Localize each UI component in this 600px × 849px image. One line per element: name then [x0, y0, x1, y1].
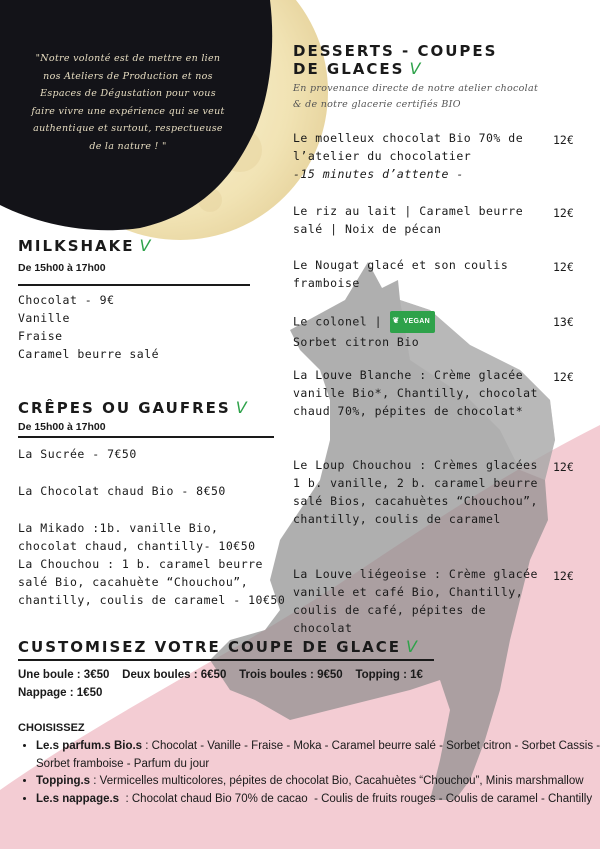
list-item: Fraise: [18, 329, 63, 343]
dessert-name: Le moelleux chocolat Bio 70% de l’atelier du chocolatier: [293, 131, 524, 163]
choose-label: CHOISISSEZ: [18, 722, 85, 734]
dessert-name: Le Loup Chouchou : Crèmes glacées 1 b. vanille, 2 b. caramel beurre salé Bios, cacahuètes “Chouchou”, chantilly, coulis de caramel: [293, 458, 538, 526]
milkshake-list: [18, 291, 258, 363]
crepes-heading: [18, 398, 249, 417]
list-item: [36, 738, 600, 773]
desserts-heading: [293, 42, 497, 78]
dessert-price: 12€: [553, 133, 574, 147]
custom-heading: [18, 637, 419, 656]
vegan-v-icon: V: [235, 398, 249, 417]
list-item: La Chouchou : 1 b. caramel beurre salé Bio, cacahuète “Chouchou”, chantilly, coulis de caramel - 10€50: [18, 557, 286, 607]
list-item: [36, 773, 600, 791]
dessert-price: 12€: [553, 260, 574, 274]
dessert-name: La Louve Blanche : Crème glacée vanille Bio*, Chantilly, chocolat chaud 70%, pépites de chocolat*: [293, 368, 538, 418]
list-item: Chocolat - 9€: [18, 293, 115, 307]
option-label: Le.s nappage.s: [36, 792, 120, 805]
dessert-note: -15 minutes d’attente -: [293, 167, 464, 181]
crepes-divider: [18, 436, 274, 438]
dessert-price: 13€: [553, 315, 574, 329]
milkshake-title: MILKSHAKE: [18, 237, 135, 255]
list-item: Caramel beurre salé: [18, 347, 160, 361]
dessert-price: 12€: [553, 569, 574, 583]
desserts-title-line1: DESSERTS - COUPES: [293, 42, 498, 60]
option-text: : Chocolat chaud Bio 70% de cacao - Coulis de fruits rouges - Coulis de caramel - Chantilly: [119, 792, 593, 805]
option-label: Topping.s: [36, 775, 91, 787]
dessert-name: Le riz au lait | Caramel beurre salé | Noix de pécan: [293, 204, 524, 236]
dessert-item: [293, 129, 545, 183]
option-label: Le.s parfum.s Bio.s: [36, 740, 143, 752]
dessert-price: 12€: [553, 460, 574, 474]
dessert-price: 12€: [553, 206, 574, 220]
vegan-badge: ❦ VEGAN: [390, 311, 435, 333]
leaf-icon: ❦: [392, 316, 400, 325]
dessert-name: Sorbet citron Bio: [293, 335, 420, 349]
option-text: : Chocolat - Vanille - Fraise - Moka - Caramel beurre salé - Sorbet citron - Sorbet Cassis - Sorbet framboise - Parfum du jour: [36, 740, 600, 770]
custom-divider: [18, 659, 434, 661]
list-item: La Chocolat chaud Bio - 8€50: [18, 484, 226, 498]
custom-sizes-line1: Une boule : 3€50 Deux boules : 6€50 Trois boules : 9€50 Topping : 1€: [18, 669, 423, 681]
custom-options-list: [18, 738, 600, 808]
dessert-name: La Louve liégeoise : Crème glacée vanille et café Bio, Chantilly, coulis de café, pépites de chocolat: [293, 567, 538, 635]
dessert-price: 12€: [553, 370, 574, 384]
dessert-name: Le Nougat glacé et son coulis framboise: [293, 258, 509, 290]
desserts-title-line2: DE GLACES: [293, 60, 405, 78]
list-item: La Mikado :1b. vanille Bio, chocolat chaud, chantilly- 10€50: [18, 521, 256, 553]
vegan-v-icon: V: [406, 637, 419, 656]
list-item: La Sucrée - 7€50: [18, 447, 137, 461]
vegan-v-icon: V: [139, 236, 153, 255]
custom-sizes-line2: Nappage : 1€50: [18, 687, 103, 699]
option-text: : Vermicelles multicolores, pépites de chocolat Bio, Cacahuètes “Chouchou”, Minis marshmallow: [90, 775, 584, 787]
milkshake-divider: [18, 284, 250, 286]
crepes-title: CRÊPES OU GAUFRES: [18, 399, 231, 417]
dessert-name: Le colonel |: [293, 314, 383, 329]
crepes-hours: De 15h00 à 17h00: [18, 421, 106, 433]
custom-title: CUSTOMISEZ VOTRE COUPE DE GLACE: [18, 638, 402, 656]
milkshake-hours: De 15h00 à 17h00: [18, 262, 106, 274]
list-item: Vanille: [18, 311, 70, 325]
milkshake-heading: [18, 236, 152, 255]
dessert-item: [293, 311, 533, 351]
vegan-v-icon: V: [409, 59, 423, 78]
quote-text: "Notre volonté est de mettre en lien nos Ateliers de Production et nos Espaces de Dégustation pour vous faire vivre une expérience qui se veut authentique et surtout, respectueuse de la nature ! ": [31, 53, 225, 152]
list-item: [36, 791, 600, 809]
desserts-provenance: En provenance directe de notre atelier chocolat & de notre glacerie certifiés BIO: [293, 83, 539, 110]
